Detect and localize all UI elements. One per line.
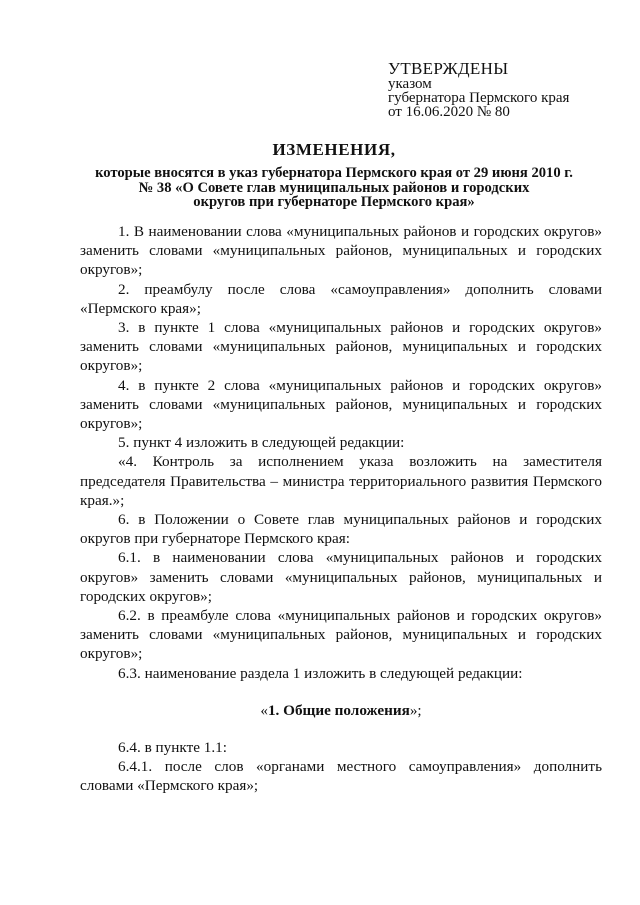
- paragraph-1: 1. В наименовании слова «муниципальных районов и городских округов» заменить словами «муниципальных районов, муниципальных и городских округов»;: [80, 223, 602, 279]
- paragraph-4: 4. в пункте 2 слова «муниципальных районов и городских округов» заменить словами «муниципальных районов, муниципальных и городских округов»;: [80, 376, 602, 433]
- paragraph-7: 6. в Положении о Совете глав муниципальных районов и городских округов при губернаторе Пермского края:: [80, 511, 602, 548]
- approval-line-2: губернатора Пермского края: [388, 90, 570, 106]
- section-quote-open: «: [260, 701, 268, 719]
- subtitle-line-3: округов при губернаторе Пермского края»: [193, 194, 475, 210]
- paragraph-5: 5. пункт 4 изложить в следующей редакции:: [118, 434, 405, 452]
- section-heading: [80, 701, 602, 720]
- approval-title: УТВЕРЖДЕНЫ: [388, 59, 509, 78]
- approval-stamp: [388, 60, 628, 119]
- paragraph-2: 2. преамбулу после слова «самоуправления» дополнить словами «Пермского края»;: [80, 280, 602, 317]
- approval-line-1: указом: [388, 76, 432, 92]
- section-quote-close: »;: [409, 701, 422, 719]
- paragraph-12: 6.4.1. после слов «органами местного самоуправления» дополнить словами «Пермского края»;: [80, 758, 602, 795]
- subtitle-line-1: которые вносятся в указ губернатора Пермского края от 29 июня 2010 г.: [95, 165, 573, 181]
- section-title: 1. Общие положения: [267, 701, 410, 719]
- paragraph-8: 6.1. в наименовании слова «муниципальных районов и городских округов» заменить словами «муниципальных районов, муниципальных и городских округов»;: [80, 549, 602, 605]
- paragraph-9: 6.2. в преамбуле слова «муниципальных районов и городских округов» заменить словами «муниципальных районов, муниципальных и городских округов»;: [80, 607, 602, 663]
- paragraph-10: 6.3. наименование раздела 1 изложить в следующей редакции:: [118, 664, 523, 682]
- document-body: [80, 222, 602, 796]
- document-heading: [60, 141, 608, 210]
- paragraph-6: «4. Контроль за исполнением указа возложить на заместителя председателя Правительства – министра территориального развития Пермского края.»;: [80, 453, 602, 509]
- subtitle-line-2: № 38 «О Совете глав муниципальных районов и городских: [138, 179, 530, 196]
- paragraph-11: 6.4. в пункте 1.1:: [118, 739, 227, 757]
- approval-line-3: от 16.06.2020 № 80: [388, 104, 510, 120]
- document-title: ИЗМЕНЕНИЯ,: [272, 140, 396, 159]
- paragraph-3: 3. в пункте 1 слова «муниципальных районов и городских округов» заменить словами «муниципальных районов, муниципальных и городских округов»;: [80, 319, 602, 375]
- document-subtitle: [60, 166, 608, 210]
